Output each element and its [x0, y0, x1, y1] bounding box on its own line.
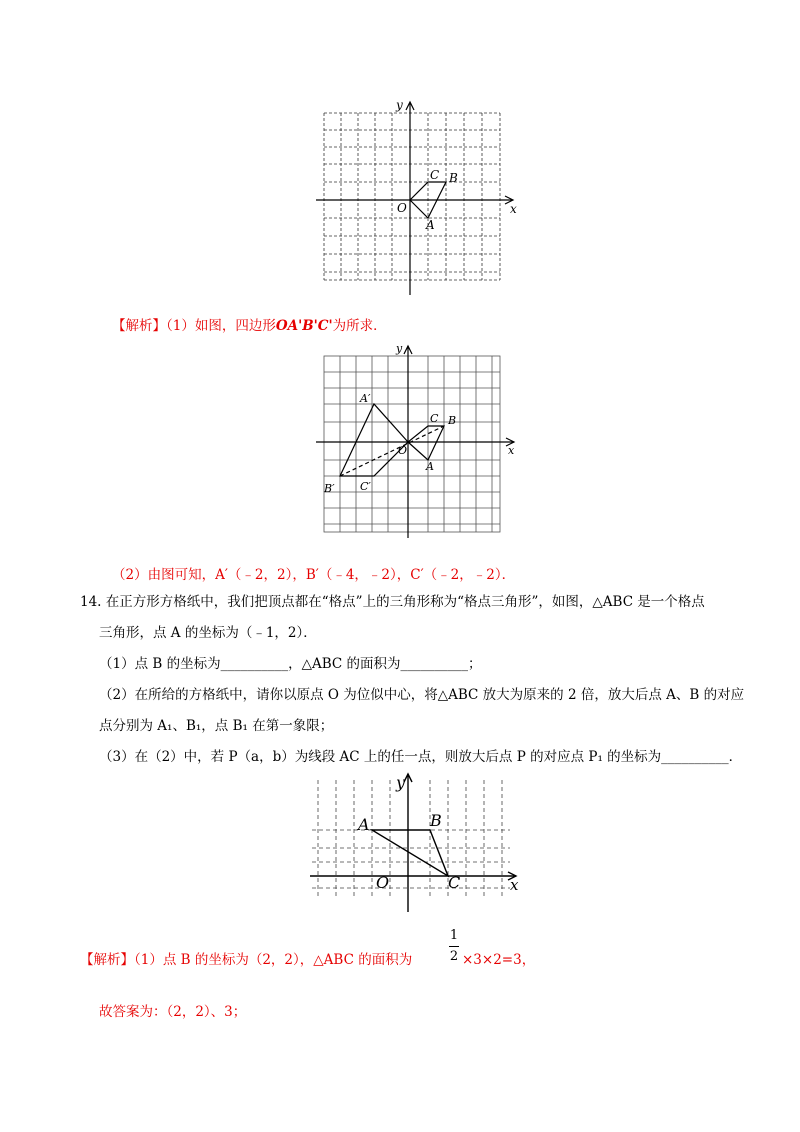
fig2-o-label: O	[398, 444, 408, 457]
analysis-shape: OA'B'C'	[275, 318, 333, 334]
fig2-b-label: B	[448, 414, 457, 427]
problem-14-line1	[80, 593, 705, 611]
fraction-numerator: 1	[449, 928, 459, 943]
analysis-part1	[112, 317, 387, 335]
fig2-c1-label: C′	[360, 480, 371, 493]
fig1-a-label: A	[426, 218, 435, 232]
solution-14-line1	[80, 951, 412, 969]
solution-text-after: ×3×2=3，	[462, 952, 536, 968]
fig1-b-label: B	[449, 171, 458, 185]
fig3-a-label: A	[358, 815, 370, 834]
problem-14-q2a: （2）在所给的方格纸中，请你以原点 O 为位似中心，将△ABC 放大为原来的 2 倍，放大后点 A、B 的对应	[99, 687, 745, 703]
figure-3-grid	[300, 768, 530, 916]
problem-14-line2: 三角形，点 A 的坐标为（﹣1，2）．	[99, 625, 317, 641]
fig1-o-label: O	[397, 201, 407, 215]
fig2-c-label: C	[430, 412, 439, 425]
fig2-x-label: x	[508, 444, 515, 457]
analysis-part1-end: 为所求．	[332, 318, 387, 334]
problem-stem1: 在正方形方格纸中，我们把顶点都在“格点”上的三角形称为“格点三角形”，如图，△ABC 是一个格点	[105, 594, 705, 610]
figure-1-grid	[300, 95, 530, 305]
figure-2-grid	[310, 342, 530, 542]
fig3-y-label: y	[396, 773, 406, 792]
fig3-o-label: O	[376, 873, 390, 892]
fig1-c-label: C	[430, 168, 440, 182]
fig1-x-label: x	[510, 202, 517, 216]
fig2-a-label: A	[426, 460, 434, 473]
problem-14-q3: （3）在（2）中，若 P（a，b）为线段 AC 上的任一点，则放大后点 P 的对应点 P₁ 的坐标为__________．	[99, 749, 743, 765]
problem-14-q2b: 点分别为 A₁、B₁，点 B₁ 在第一象限；	[99, 718, 334, 734]
fig3-c-label: C	[448, 873, 461, 892]
fig2-a1-label: A′	[360, 392, 371, 405]
solution-text-before: （1）点 B 的坐标为（2，2），△ABC 的面积为	[134, 952, 413, 968]
problem-number: 14.	[80, 594, 102, 610]
fraction-denominator: 2	[449, 949, 459, 964]
fig2-y-label: y	[396, 342, 403, 355]
fig1-y-label: y	[396, 98, 403, 112]
fig3-b-label: B	[430, 811, 442, 830]
analysis-part1-text: （1）如图，四边形	[166, 318, 276, 334]
analysis-part2: （2）由图可知，A′（﹣2，2），B′（﹣4，﹣2），C′（﹣2，﹣2）．	[112, 567, 516, 583]
fraction-bar	[449, 946, 459, 947]
solution-tag: 【解析】	[80, 952, 134, 968]
fig2-b1-label: B′	[324, 482, 335, 495]
fig3-x-label: x	[510, 876, 519, 894]
problem-14-q1: （1）点 B 的坐标为__________，△ABC 的面积为__________；	[99, 656, 482, 672]
solution-answer: 故答案为：（2，2）、3；	[99, 1004, 247, 1020]
analysis-tag: 【解析】	[112, 318, 166, 334]
